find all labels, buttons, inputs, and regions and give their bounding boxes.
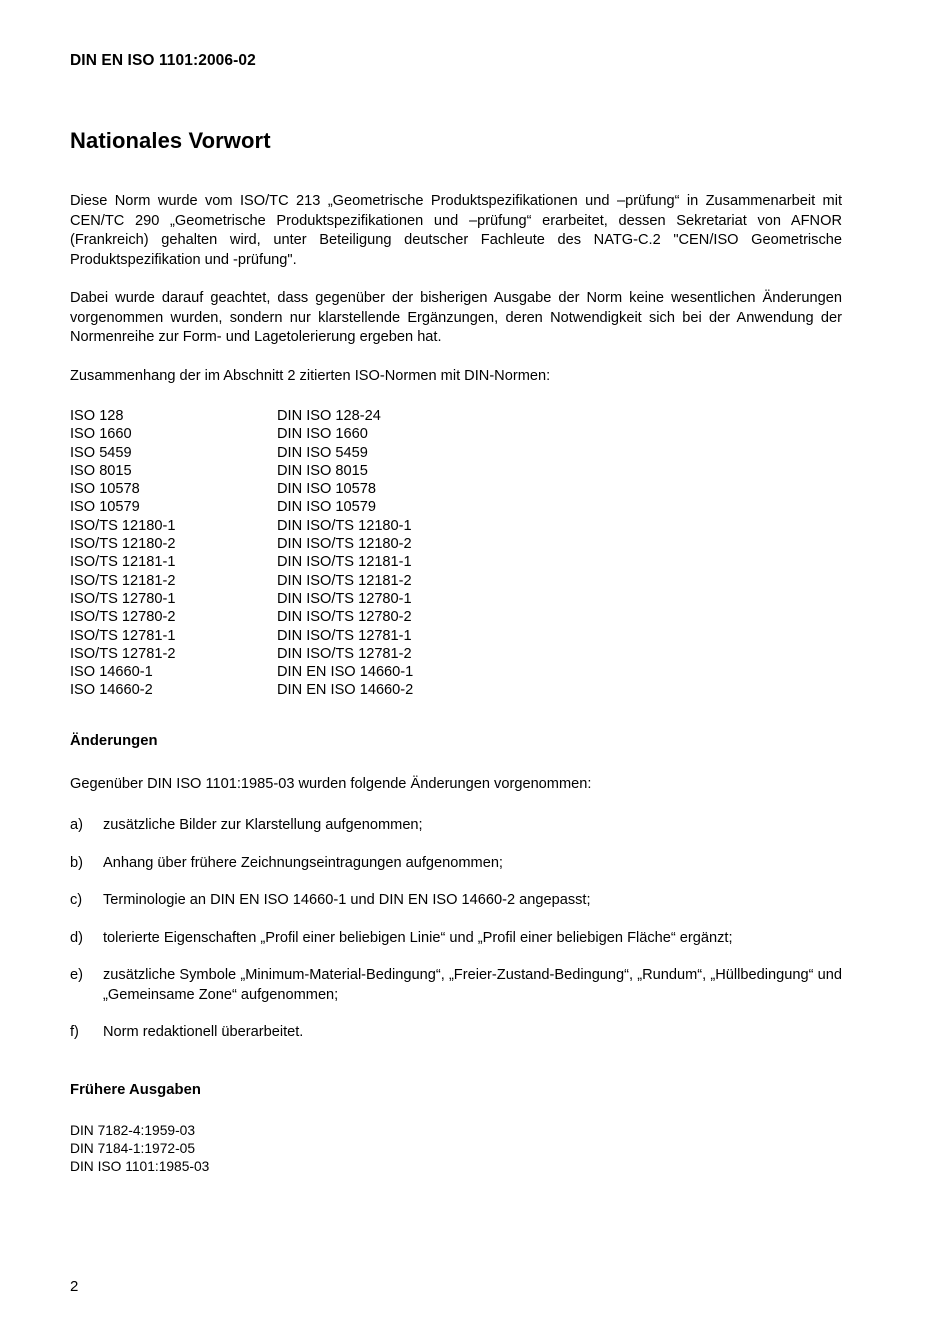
table-row [70,572,413,590]
foreword-paragraph-2: Dabei wurde darauf geachtet, dass gegenüber der bisherigen Ausgabe der Norm keine wesentlichen Änderungen vorgenommen wurden, sondern nur klarstellende Ergänzungen, deren Notwendigkeit sich bei der Anwendung der Normenreihe zur Form- und Lagetolerierung ergeben hat. [70,290,842,345]
changes-intro: Gegenüber DIN ISO 1101:1985-03 wurden folgende Änderungen vorgenommen: [70,775,592,792]
table-row [70,681,413,699]
table-row [70,517,413,535]
iso-standard-cell: ISO 5459 [70,444,132,461]
din-standard-cell: DIN EN ISO 14660-2 [277,682,414,699]
list-item-text: Norm redaktionell überarbeitet. [103,1024,304,1041]
list-item-marker: e) [70,967,83,984]
iso-standard-cell: ISO/TS 12181-1 [70,554,176,571]
din-standard-cell: DIN ISO/TS 12180-2 [277,536,412,553]
din-standard-cell: DIN ISO 128-24 [277,408,381,424]
earlier-edition-item: DIN 7182-4:1959-03 [70,1122,196,1138]
iso-standard-cell: ISO/TS 12180-1 [70,517,176,534]
list-item-marker: f) [70,1024,79,1041]
iso-standard-cell: ISO/TS 12181-2 [70,572,176,589]
changes-list [70,816,842,1043]
iso-standard-cell: ISO 14660-1 [70,664,153,681]
iso-standard-cell: ISO/TS 12180-2 [70,536,176,553]
din-standard-cell: DIN ISO 1660 [277,426,368,443]
earlier-edition-item: DIN ISO 1101:1985-03 [70,1159,210,1175]
din-standard-cell: DIN ISO/TS 12180-1 [277,517,412,534]
list-item [70,816,842,836]
table-row [70,627,413,645]
iso-standard-cell: ISO/TS 12780-2 [70,609,176,626]
table-row [70,407,413,425]
iso-standard-cell: ISO/TS 12781-1 [70,627,176,644]
iso-standard-cell: ISO 14660-2 [70,682,153,699]
din-standard-cell: DIN ISO/TS 12781-1 [277,627,412,644]
table-row [70,645,413,663]
foreword-paragraph-1: Diese Norm wurde vom ISO/TC 213 „Geometrische Produktspezifikationen und –prüfung“ in Zusammenarbeit mit CEN/TC 290 „Geometrische Produktspezifikationen und –prüfung“ erarbeitet, dessen Sekretariat von AFNOR (Frankreich) gehalten wird, unter Beteiligung deutscher Fachleute des NATG-C.2 "CEN/ISO Geometrische Produktspezifikation und -prüfung". [70,193,842,268]
running-head: DIN EN ISO 1101:2006-02 [70,52,256,69]
din-standard-cell: DIN ISO/TS 12781-2 [277,645,412,662]
list-item-text: tolerierte Eigenschaften „Profil einer beliebigen Linie“ und „Profil einer beliebigen Fläche“ ergänzt; [103,929,733,946]
list-item-text: zusätzliche Symbole „Minimum-Material-Bedingung“, „Freier-Zustand-Bedingung“, „Rundum“, „Hüllbedingung“ und „Gemeinsame Zone“ aufgenommen; [103,967,842,1003]
changes-heading: Änderungen [70,732,158,749]
din-standard-cell: DIN ISO 10579 [277,499,376,516]
list-item-marker: b) [70,854,83,871]
iso-standard-cell: ISO 10578 [70,481,140,498]
iso-standard-cell: ISO 10579 [70,499,140,516]
table-row [70,480,413,498]
list-item-marker: a) [70,817,83,834]
din-standard-cell: DIN ISO 10578 [277,481,376,498]
table-row [70,425,413,443]
table-row [70,553,413,571]
list-item-text: Terminologie an DIN EN ISO 14660-1 und DIN EN ISO 14660-2 angepasst; [103,892,591,909]
page-content [70,128,842,1177]
list-item [70,854,842,874]
iso-standard-cell: ISO 128 [70,408,124,424]
list-item [70,966,842,1005]
standards-correspondence-table [70,407,413,700]
list-item [70,1023,842,1043]
list-item-marker: c) [70,892,83,909]
page-title: Nationales Vorwort [70,128,271,153]
din-standard-cell: DIN ISO/TS 12780-2 [277,609,412,626]
din-standard-cell: DIN ISO/TS 12181-1 [277,554,412,571]
din-standard-cell: DIN ISO 8015 [277,462,368,479]
list-item [70,929,842,949]
table-row [70,535,413,553]
din-standard-cell: DIN ISO 5459 [277,444,368,461]
table-row [70,663,413,681]
list-item-marker: d) [70,929,83,946]
iso-standard-cell: ISO 1660 [70,426,132,443]
earlier-editions-heading: Frühere Ausgaben [70,1081,201,1098]
page-number: 2 [70,1278,79,1295]
din-standard-cell: DIN ISO/TS 12780-1 [277,590,412,607]
din-standard-cell: DIN ISO/TS 12181-2 [277,572,412,589]
list-item-text: Anhang über frühere Zeichnungseintragungen aufgenommen; [103,854,503,871]
table-row [70,498,413,516]
table-row [70,444,413,462]
iso-standard-cell: ISO/TS 12780-1 [70,590,176,607]
list-item [70,891,842,911]
earlier-editions-list [70,1122,842,1177]
list-item-text: zusätzliche Bilder zur Klarstellung aufgenommen; [103,817,423,834]
table-row [70,590,413,608]
table-row [70,608,413,626]
iso-standard-cell: ISO/TS 12781-2 [70,645,176,662]
earlier-edition-item: DIN 7184-1:1972-05 [70,1141,196,1157]
table-row [70,462,413,480]
foreword-paragraph-3: Zusammenhang der im Abschnitt 2 zitierten ISO-Normen mit DIN-Normen: [70,367,551,384]
standards-table-body [70,407,413,700]
din-standard-cell: DIN EN ISO 14660-1 [277,664,414,681]
iso-standard-cell: ISO 8015 [70,462,132,479]
